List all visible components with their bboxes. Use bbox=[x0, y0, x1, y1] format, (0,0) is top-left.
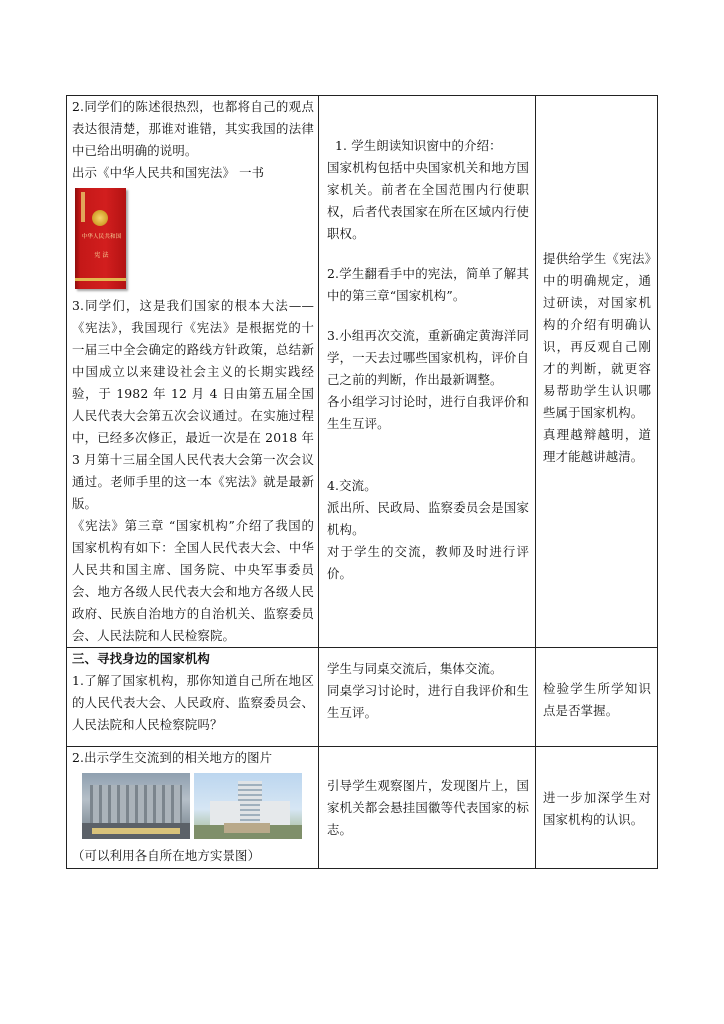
photo-caption: （可以利用各自所在地方实景图） bbox=[72, 848, 261, 863]
teacher-activity-cell bbox=[67, 747, 319, 869]
table-row bbox=[67, 648, 658, 747]
table-row bbox=[67, 747, 658, 869]
national-emblem-icon bbox=[92, 210, 108, 226]
paragraph: 引导学生观察图片，发现图片上，国家机关都会悬挂国徽等代表国家的标志。 bbox=[327, 778, 529, 837]
table-row bbox=[67, 96, 658, 648]
paragraph: 同桌学习讨论时，进行自我评价和生生互评。 bbox=[327, 683, 529, 720]
paragraph: 派出所、民政局、监察委员会是国家机构。 bbox=[327, 500, 529, 537]
student-activity-cell bbox=[319, 96, 536, 648]
paragraph: 1.了解了国家机构，那你知道自己所在地区的人民代表大会、人民政府、监察委员会、人民法院和人民检察院吗？ bbox=[72, 673, 314, 732]
paragraph: 对于学生的交流，教师及时进行评价。 bbox=[327, 544, 529, 581]
book-subtitle: 宪 法 bbox=[94, 252, 109, 259]
teacher-activity-cell bbox=[67, 96, 319, 648]
paragraph: 2.同学们的陈述很热烈，也都将自己的观点表达很清楚，那谁对谁错，其实我国的法律中已给出明确的说明。 bbox=[72, 99, 314, 158]
paragraph: 检验学生所学知识点是否掌握。 bbox=[543, 681, 651, 718]
government-building-photo bbox=[194, 773, 302, 839]
paragraph: 3.小组再次交流，重新确定黄海洋同学，一天去过哪些国家机构，评价自己之前的判断，作出最新调整。 bbox=[327, 328, 529, 387]
paragraph: 提供给学生《宪法》中的明确规定，通过研读，对国家机构的介绍有明确认识，再反观自己刚才的判断，就更容易帮助学生认识哪些属于国家机构。 bbox=[543, 251, 651, 420]
teacher-activity-cell bbox=[67, 648, 319, 747]
paragraph: 1. 学生朗读知识窗中的介绍： bbox=[335, 138, 502, 153]
court-building-photo bbox=[82, 773, 190, 839]
paragraph: 2.出示学生交流到的相关地方的图片 bbox=[72, 750, 273, 765]
paragraph: 进一步加深学生对国家机构的认识。 bbox=[543, 790, 651, 827]
section-heading: 三、寻找身边的国家机构 bbox=[72, 651, 210, 666]
constitution-book-image bbox=[75, 188, 126, 289]
book-title: 中华人民共和国 bbox=[81, 234, 122, 240]
photo-gallery bbox=[82, 773, 314, 839]
lesson-plan-table bbox=[66, 95, 658, 869]
paragraph: 学生与同桌交流后，集体交流。 bbox=[327, 661, 503, 676]
paragraph: 4.交流。 bbox=[327, 478, 377, 493]
student-activity-cell bbox=[319, 648, 536, 747]
paragraph: 国家机构包括中央国家机关和地方国家机关。前者在全国范围内行使职权，后者代表国家在所在区域内行使职权。 bbox=[327, 160, 529, 241]
student-activity-cell bbox=[319, 747, 536, 869]
design-intent-cell bbox=[536, 96, 658, 648]
design-intent-cell bbox=[536, 648, 658, 747]
paragraph: 出示《中华人民共和国宪法》 一书 bbox=[72, 165, 265, 180]
paragraph: 3.同学们，这是我们国家的根本大法——《宪法》，我国现行《宪法》是根据党的十一届三中全会确定的路线方针政策，总结新中国成立以来建设社会主义的长期实践经验，于 1982 年 12 月 4 日由第五届全国人民代表大会第五次会议通过。在实施过程中，已经多次修正，最近一次是在 2018 年 3 月第十三届全国人民代表大会第一次会议通过。老师手里的这一本《宪法》就是最新版。 bbox=[72, 298, 314, 511]
paragraph: 真理越辩越明，道理才能越讲越清。 bbox=[543, 427, 651, 464]
paragraph: 2.学生翻看手中的宪法，简单了解其中的第三章“国家机构”。 bbox=[327, 266, 529, 303]
paragraph: 各小组学习讨论时，进行自我评价和生生互评。 bbox=[327, 394, 529, 431]
paragraph: 《宪法》第三章 “国家机构”介绍了我国的国家机构有如下：全国人民代表大会、中华人民共和国主席、国务院、中央军事委员会、地方各级人民代表大会和地方各级人民政府、民族自治地方的自治机关、监察委员会、人民法院和人民检察院。 bbox=[72, 518, 314, 643]
design-intent-cell bbox=[536, 747, 658, 869]
